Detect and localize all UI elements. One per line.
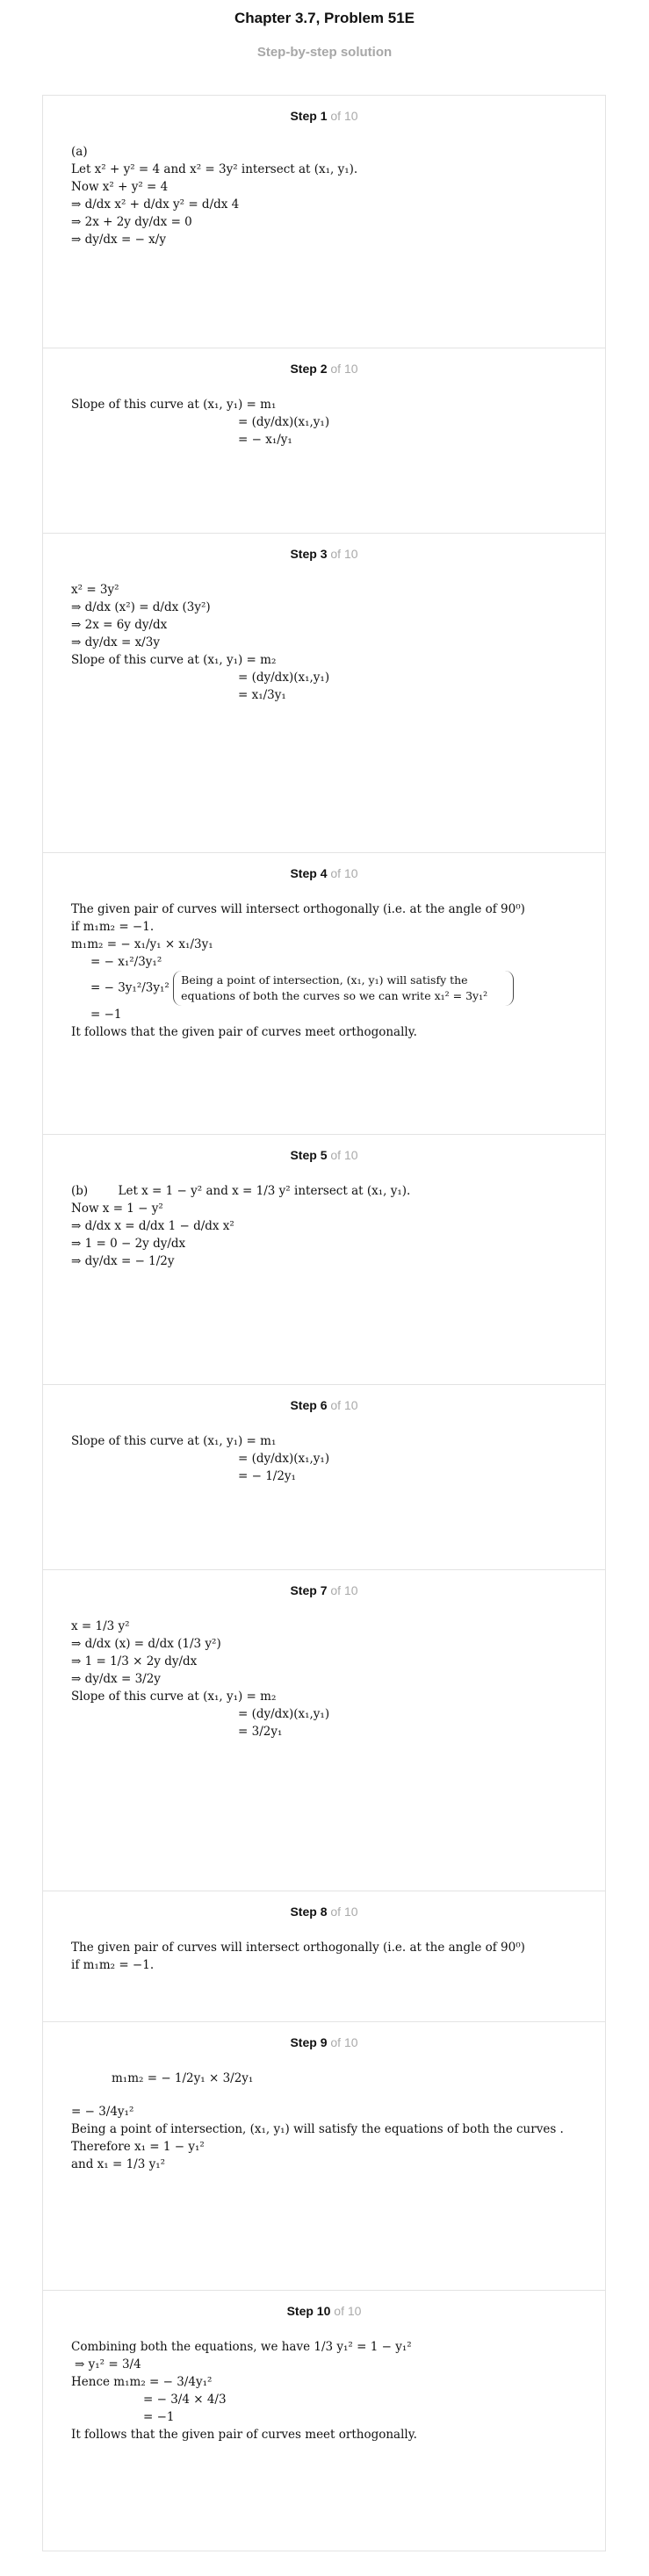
step-header — [43, 865, 605, 881]
intersection-note: Being a point of intersection, (x₁, y₁) will satisfy the equations of both the curves so we can write x₁² = 3y₁² — [173, 971, 514, 1006]
step-header — [43, 2303, 605, 2319]
step-10 — [43, 2291, 605, 2551]
step-total: of 10 — [330, 547, 358, 561]
math-line: = −1 — [90, 1008, 122, 1022]
step-content — [43, 2319, 605, 2461]
part-label: (b) — [71, 1184, 89, 1198]
step-label: Step 10 — [286, 2304, 331, 2318]
math-line: Slope of this curve at (x₁, y₁) = m₂ — [71, 653, 277, 667]
step-5 — [43, 1135, 605, 1385]
math-line: ⇒ d/dx (x²) = d/dx (3y²) — [71, 600, 211, 614]
math-line: = − x₁²/3y₁² — [90, 955, 162, 969]
step-total: of 10 — [330, 1905, 358, 1919]
step-content — [43, 1163, 605, 1288]
step-label: Step 7 — [290, 1583, 328, 1597]
step-header — [43, 1904, 605, 1919]
math-line: It follows that the given pair of curves meet orthogonally. — [71, 2428, 417, 2442]
math-line: = (dy/dx)(x₁,y₁) — [238, 415, 330, 429]
math-line — [71, 1182, 577, 1200]
step-label: Step 6 — [290, 1398, 328, 1412]
math-line: (a) — [71, 145, 88, 159]
math-line: = (dy/dx)(x₁,y₁) — [238, 1452, 330, 1466]
step-total: of 10 — [330, 1398, 358, 1412]
step-content — [43, 377, 605, 466]
math-line: ⇒ 1 = 0 − 2y dy/dx — [71, 1237, 186, 1251]
step-content — [43, 1598, 605, 1758]
step-2 — [43, 348, 605, 534]
math-expression: Let x = 1 − y² and x = 1/3 y² intersect at (x₁, y₁). — [118, 1184, 411, 1198]
step-header — [43, 546, 605, 562]
math-line: Being a point of intersection, (x₁, y₁) will satisfy the equations of both the curves . — [71, 2122, 564, 2136]
step-header — [43, 1147, 605, 1163]
step-3 — [43, 534, 605, 853]
math-line: ⇒ dy/dx = − 1/2y — [71, 1254, 175, 1268]
math-line — [71, 971, 577, 1006]
math-line: ⇒ 2x = 6y dy/dx — [71, 618, 168, 632]
step-total: of 10 — [334, 2304, 362, 2318]
step-content — [43, 562, 605, 721]
step-label: Step 2 — [290, 362, 328, 376]
math-line: The given pair of curves will intersect orthogonally (i.e. at the angle of 90⁰) — [71, 902, 525, 916]
step-7 — [43, 1570, 605, 1891]
step-total: of 10 — [330, 362, 358, 376]
step-label: Step 3 — [290, 547, 328, 561]
math-line: = (dy/dx)(x₁,y₁) — [238, 1707, 330, 1721]
step-label: Step 1 — [290, 109, 328, 123]
step-header — [43, 108, 605, 124]
math-line: = (dy/dx)(x₁,y₁) — [238, 671, 330, 685]
math-line: = − 3/4 × 4/3 — [143, 2393, 227, 2407]
steps-container — [42, 95, 606, 2551]
step-content — [43, 1919, 605, 1991]
step-total: of 10 — [330, 2035, 358, 2049]
math-line: = − 1/2y₁ — [238, 1469, 296, 1483]
math-line: = 3/2y₁ — [238, 1725, 283, 1739]
math-line: and x₁ = 1/3 y₁² — [71, 2157, 166, 2171]
math-line: Now x² + y² = 4 — [71, 180, 169, 194]
step-total: of 10 — [330, 866, 358, 880]
math-line: = x₁/3y₁ — [238, 688, 286, 702]
math-line: The given pair of curves will intersect orthogonally (i.e. at the angle of 90⁰) — [71, 1941, 525, 1955]
math-line: Slope of this curve at (x₁, y₁) = m₁ — [71, 398, 277, 412]
step-content — [43, 124, 605, 266]
math-line: ⇒ d/dx (x) = d/dx (1/3 y²) — [71, 1637, 221, 1651]
math-line: ⇒ 1 = 1/3 × 2y dy/dx — [71, 1654, 198, 1668]
step-total: of 10 — [330, 109, 358, 123]
math-line: Combining both the equations, we have 1/3 y₁² = 1 − y₁² — [71, 2340, 412, 2354]
math-line: ⇒ 2x + 2y dy/dx = 0 — [71, 215, 192, 229]
math-line: x² = 3y² — [71, 583, 119, 597]
step-total: of 10 — [330, 1148, 358, 1162]
math-line: ⇒ d/dx x² + d/dx y² = d/dx 4 — [71, 197, 240, 212]
math-line: ⇒ dy/dx = x/3y — [71, 635, 160, 649]
math-line: Slope of this curve at (x₁, y₁) = m₁ — [71, 1434, 277, 1448]
step-total: of 10 — [330, 1583, 358, 1597]
math-line: Let x² + y² = 4 and x² = 3y² intersect at (x₁, y₁). — [71, 162, 358, 176]
math-line: = − x₁/y₁ — [238, 433, 292, 447]
math-line: if m₁m₂ = −1. — [71, 1958, 155, 1972]
step-label: Step 4 — [290, 866, 328, 880]
header — [0, 0, 649, 61]
step-header — [43, 361, 605, 377]
step-label: Step 5 — [290, 1148, 328, 1162]
solution-subtitle: Step-by-step solution — [256, 45, 393, 60]
chapter-title: Chapter 3.7, Problem 51E — [234, 10, 415, 26]
math-line: if m₁m₂ = −1. — [71, 920, 155, 934]
math-line: = − 3/4y₁² — [71, 2105, 134, 2119]
step-content — [43, 881, 605, 1058]
step-8 — [43, 1891, 605, 2022]
math-line: x = 1/3 y² — [71, 1619, 130, 1633]
math-line: Now x = 1 − y² — [71, 1202, 163, 1216]
math-line: m₁m₂ = − 1/2y₁ × 3/2y₁ — [112, 2071, 254, 2085]
math-line: ⇒ d/dx x = d/dx 1 − d/dx x² — [71, 1219, 234, 1233]
step-1 — [43, 96, 605, 348]
step-header — [43, 2034, 605, 2050]
step-header — [43, 1582, 605, 1598]
step-9 — [43, 2022, 605, 2291]
math-line: Slope of this curve at (x₁, y₁) = m₂ — [71, 1690, 277, 1704]
math-line: Hence m₁m₂ = − 3/4y₁² — [71, 2375, 213, 2389]
step-6 — [43, 1385, 605, 1570]
math-line: m₁m₂ = − x₁/y₁ × x₁/3y₁ — [71, 937, 213, 951]
step-label: Step 8 — [290, 1905, 328, 1919]
step-content — [43, 1413, 605, 1503]
step-4 — [43, 853, 605, 1135]
math-line: ⇒ dy/dx = 3/2y — [71, 1672, 161, 1686]
math-line: Therefore x₁ = 1 − y₁² — [71, 2140, 205, 2154]
step-label: Step 9 — [290, 2035, 328, 2049]
step-header — [43, 1397, 605, 1413]
math-line: It follows that the given pair of curves meet orthogonally. — [71, 1025, 417, 1039]
math-expression: = − 3y₁²/3y₁² — [90, 980, 169, 995]
math-line: ⇒ y₁² = 3/4 — [75, 2357, 141, 2371]
step-content — [43, 2050, 605, 2191]
math-line: ⇒ dy/dx = − x/y — [71, 233, 166, 247]
math-line: = −1 — [143, 2410, 175, 2424]
